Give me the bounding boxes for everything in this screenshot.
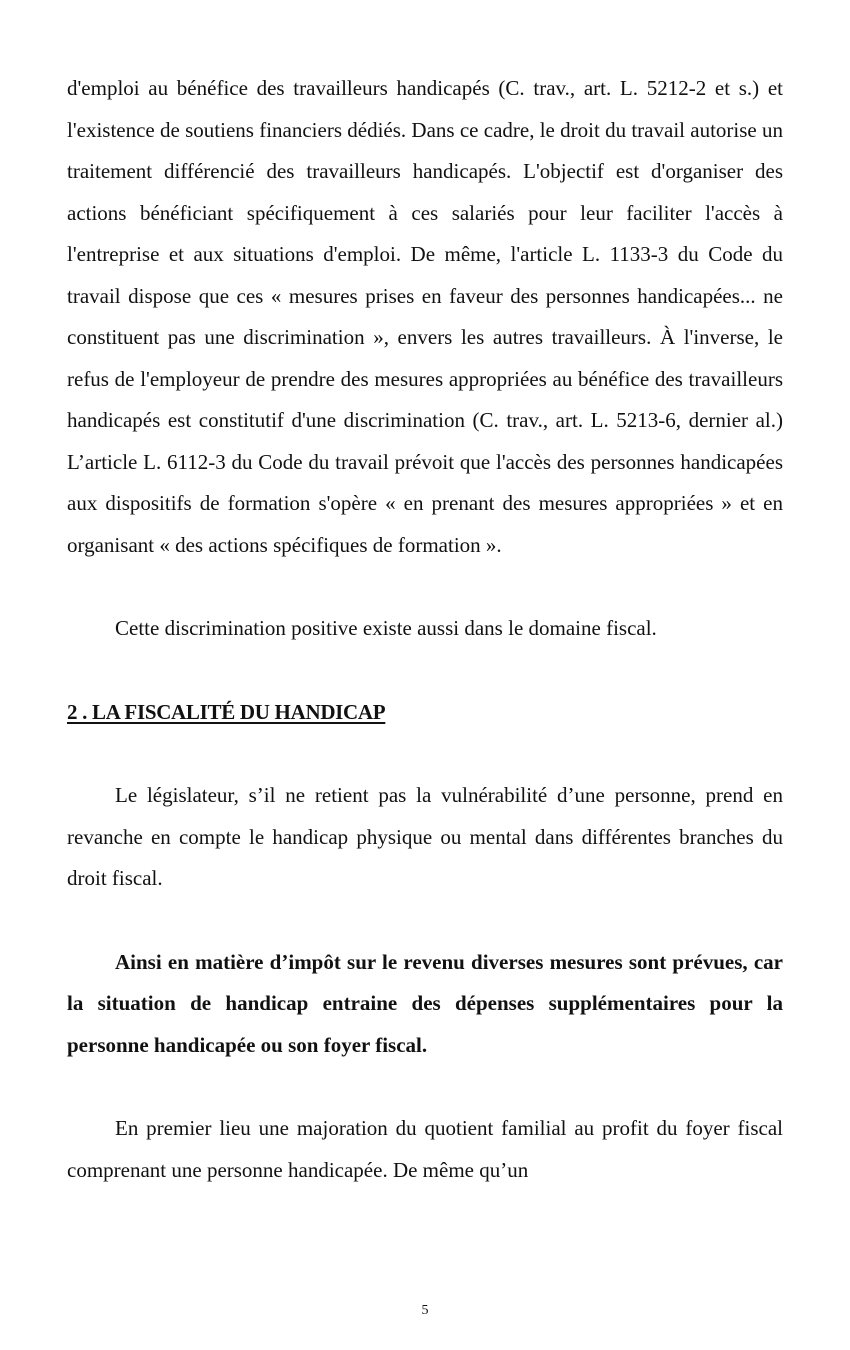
body-paragraph-income-tax-bold: Ainsi en matière d’impôt sur le revenu diverses mesures sont prévues, car la situation de handicap entraine des dépenses supplémentaires pour la personne handicapée ou son foyer fiscal.	[67, 949, 783, 1057]
body-paragraph-labor-law: d'emploi au bénéfice des travailleurs handicapés (C. trav., art. L. 5212-2 et s.) et l'existence de soutiens financiers dédiés. Dans ce cadre, le droit du travail autorise un traitement différencié des travailleurs handicapés. L'objectif est d'organiser des actions bénéficiant spécifiquement à ces salariés pour leur faciliter l'accès à l'entreprise et aux situations d'emploi. De même, l'article L. 1133-3 du Code du travail dispose que ces « mesures prises en faveur des personnes handicapées... ne constituent pas une discrimination », envers les autres travailleurs. À l'inverse, le refus de l'employeur de prendre des mesures appropriées au bénéfice des travailleurs handicapés est constitutif d'une discrimination (C. trav., art. L. 5213-6, dernier al.) L’article L. 6112-3 du Code du travail prévoit que l'accès des personnes handicapées aux dispositifs de formation s'opère « en prenant des mesures appropriées » et en organisant « des actions spécifiques de formation ».	[67, 76, 783, 557]
body-paragraph-family-quotient: En premier lieu une majoration du quotient familial au profit du foyer fiscal comprenant une personne handicapée. De même qu’un	[67, 1116, 783, 1182]
document-page	[67, 68, 783, 1191]
section-heading: 2 . LA FISCALITÉ DU HANDICAP	[67, 699, 386, 724]
page-number: 5	[421, 1303, 429, 1318]
body-paragraph-positive-discrimination: Cette discrimination positive existe aussi dans le domaine fiscal.	[115, 616, 657, 640]
body-paragraph-legislator: Le législateur, s’il ne retient pas la vulnérabilité d’une personne, prend en revanche en compte le handicap physique ou mental dans différentes branches du droit fiscal.	[67, 783, 783, 890]
